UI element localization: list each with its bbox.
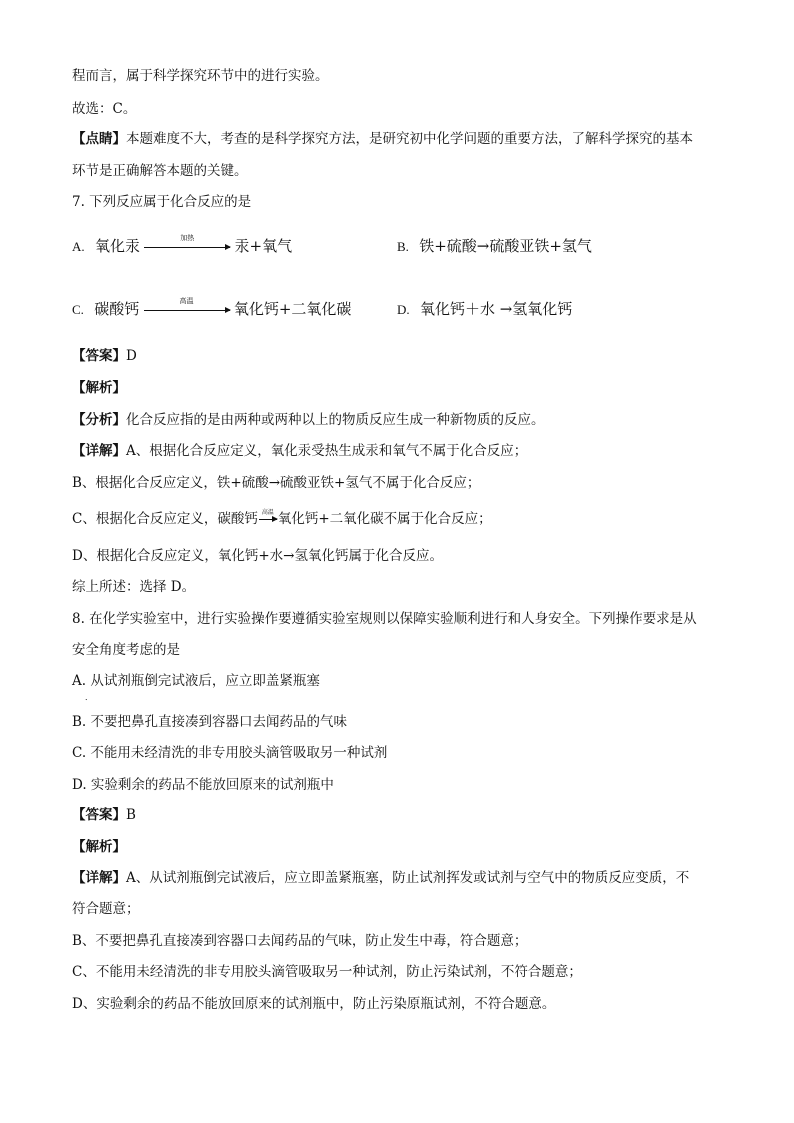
- arrow-line: [144, 310, 230, 311]
- q7-option-d: [397, 300, 572, 319]
- q7-summary: 综上所述：选择 D。: [72, 579, 196, 595]
- option-letter: A.: [72, 239, 85, 254]
- answer-value: B: [126, 807, 136, 823]
- text-line: [72, 130, 693, 148]
- detail-text: A、根据化合反应定义，氧化汞受热生成汞和氧气不属于化合反应；: [126, 443, 528, 459]
- q7-detail-a: [72, 442, 527, 460]
- option-letter: D.: [397, 302, 410, 317]
- q8-option-c: C. 不能用未经清洗的非专用胶头滴管吸取另一种试剂: [72, 745, 388, 761]
- dianjing-tag: 【点睛】: [72, 131, 126, 147]
- question-7-stem: 7. 下列反应属于化合反应的是: [72, 194, 252, 210]
- q7-answer: [72, 347, 137, 365]
- arrow-condition: 高温: [261, 509, 274, 516]
- detail-text: 氧化钙+二氧化碳不属于化合反应；: [277, 511, 492, 527]
- q7-option-b: [397, 237, 592, 256]
- q7-fenxi: [72, 411, 545, 429]
- q8-detail-d: D、实验剩余的药品不能放回原来的试剂瓶中，防止污染原瓶试剂，不符合题意。: [72, 996, 556, 1012]
- arrow-line: [144, 247, 230, 248]
- reaction-arrow: [144, 234, 230, 248]
- text-line: 程而言，属于科学探究环节中的进行实验。: [72, 68, 329, 84]
- option-letter: C.: [72, 302, 84, 317]
- q8-detail-b: B、不要把鼻孔直接凑到容器口去闻药品的气味，防止发生中毒，符合题意；: [72, 933, 528, 949]
- dianjing-text: 本题难度不大，考查的是科学探究方法，是研究初中化学问题的重要方法，了解科学探究的基本: [126, 131, 693, 147]
- detail-text: A、从试剂瓶倒完试液后，应立即盖紧瓶塞，防止试剂挥发或试剂与空气中的物质反应变质，不: [126, 870, 690, 886]
- q8-answer: [72, 806, 136, 824]
- fenxi-text: 化合反应指的是由两种或两种以上的物质反应生成一种新物质的反应。: [126, 412, 545, 428]
- option-letter: B.: [397, 239, 409, 254]
- q7-detail-c: [72, 510, 492, 528]
- product: 氧化钙+二氧化碳: [233, 300, 352, 318]
- reactant: 氧化汞: [94, 237, 140, 255]
- arrow-line: [259, 519, 277, 520]
- option-text: 氧化钙＋水 →氢氧化钙: [419, 300, 573, 318]
- q8-option-a: A. 从试剂瓶倒完试液后，应立即盖紧瓶塞: [72, 673, 320, 689]
- option-text: 铁+硫酸→硫酸亚铁+氢气: [419, 237, 592, 255]
- reaction-arrow: [259, 509, 277, 520]
- q8-detail-c: C、不能用未经清洗的非专用胶头滴管吸取另一种试剂，防止污染试剂，不符合题意；: [72, 964, 582, 980]
- q8-detail-a-cont: 符合题意；: [72, 901, 140, 917]
- detail-text: C、根据化合反应定义，碳酸钙: [72, 511, 258, 527]
- question-8-stem-line1: 8. 在化学实验室中，进行实验操作要遵循实验室规则以保障实验顺利进行和人身安全。下列操作要求是从: [72, 611, 697, 627]
- product: 汞+氧气: [234, 237, 293, 255]
- q8-analysis-tag: [72, 838, 126, 856]
- q7-option-c: [72, 297, 352, 319]
- detail-tag: 【详解】: [72, 870, 126, 886]
- answer-tag: 【答案】: [72, 807, 126, 823]
- analysis-tag: 【解析】: [72, 839, 126, 855]
- q7-analysis-tag: [72, 379, 126, 397]
- arrow-condition: 加热: [180, 234, 195, 242]
- q8-option-d: D. 实验剩余的药品不能放回原来的试剂瓶中: [72, 777, 334, 793]
- q7-option-a: [72, 234, 293, 256]
- answer-tag: 【答案】: [72, 348, 126, 364]
- analysis-tag: 【解析】: [72, 380, 126, 396]
- q7-detail-b: B、根据化合反应定义，铁+硫酸→硫酸亚铁+氢气不属于化合反应；: [72, 475, 481, 491]
- arrow-condition: 高温: [179, 297, 194, 305]
- reactant: 碳酸钙: [94, 300, 140, 318]
- question-8-stem-line2: 安全角度考虑的是: [72, 642, 180, 658]
- answer-value: D: [126, 348, 137, 364]
- text-line: 环节是正确解答本题的关键。: [72, 163, 248, 179]
- fenxi-tag: 【分析】: [72, 412, 126, 428]
- reaction-arrow: [144, 297, 230, 311]
- q7-detail-d: D、根据化合反应定义，氧化钙+水→氢氧化钙属于化合反应。: [72, 548, 443, 564]
- detail-tag: 【详解】: [72, 443, 126, 459]
- q8-detail-a: [72, 869, 689, 887]
- stray-dot: ．: [85, 693, 93, 702]
- text-line: 故选：C。: [72, 101, 137, 117]
- q8-option-b: B. 不要把鼻孔直接凑到容器口去闻药品的气味: [72, 714, 348, 730]
